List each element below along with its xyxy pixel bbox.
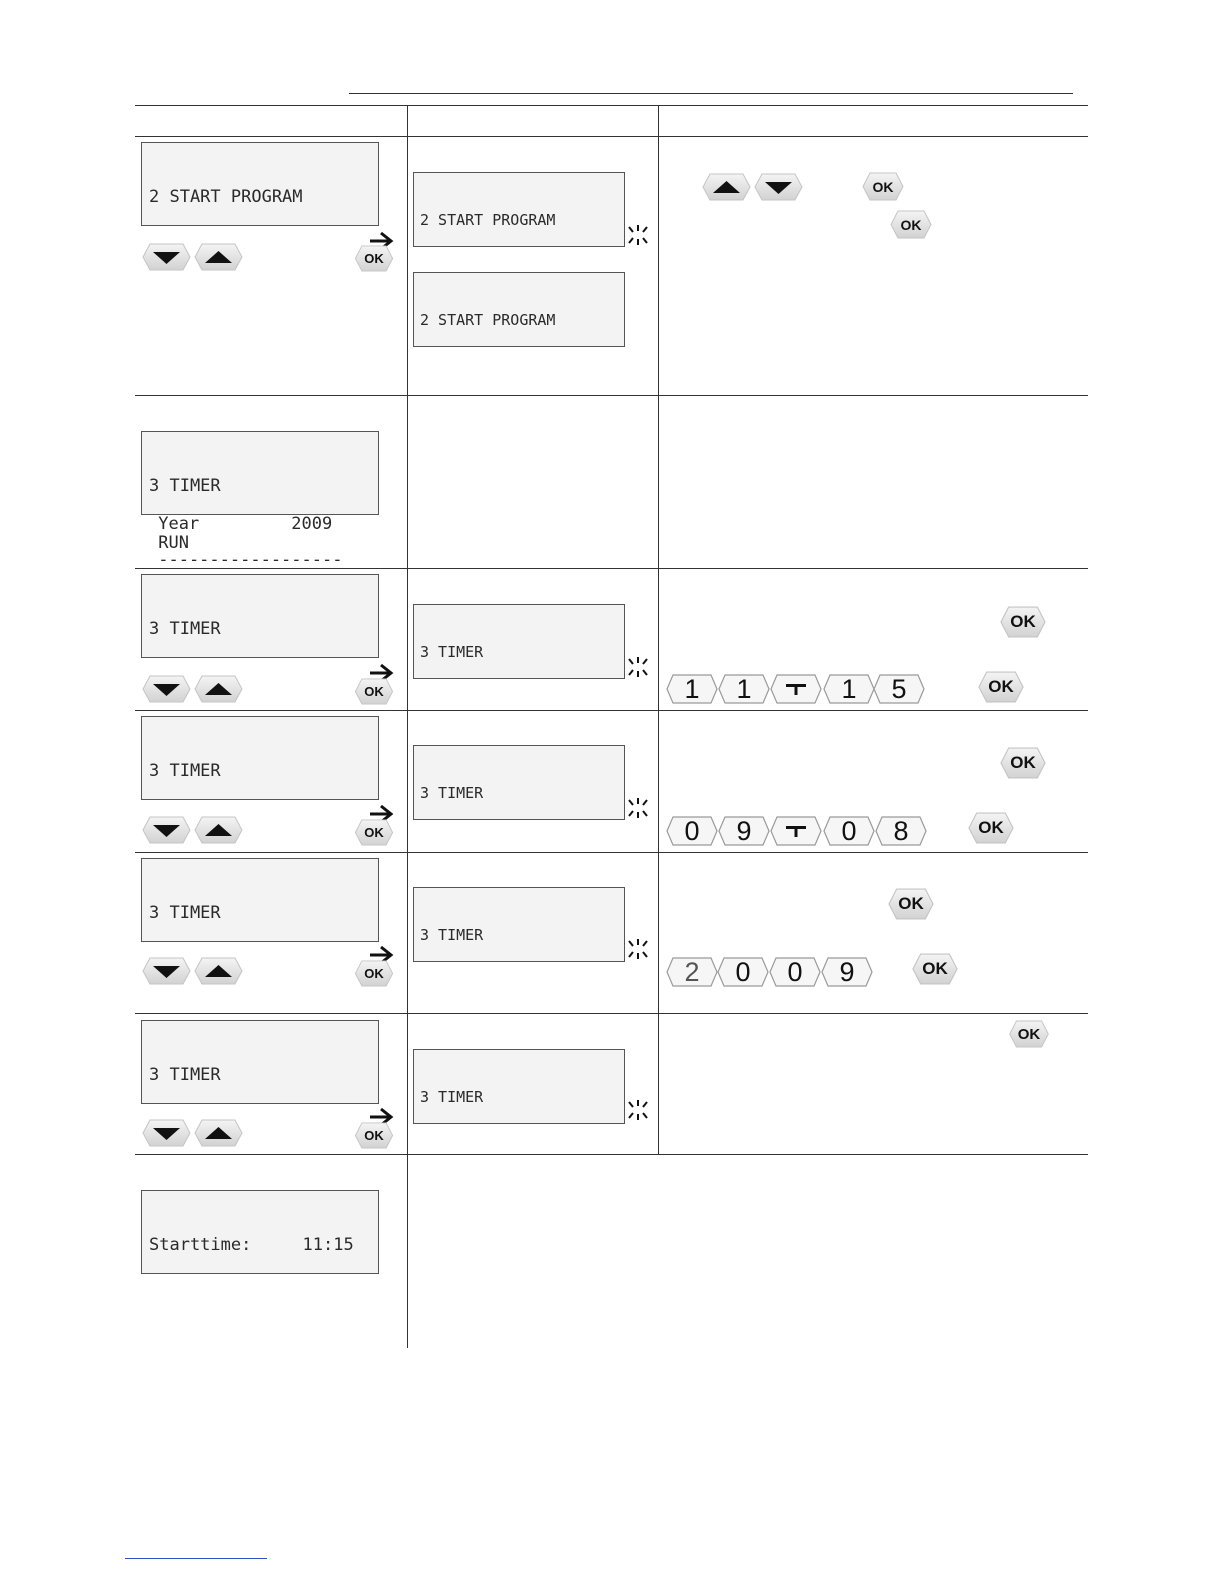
- up-button[interactable]: [194, 816, 243, 844]
- digit-label: 5: [891, 674, 907, 704]
- lcd-display: [413, 172, 625, 247]
- lcd-line: 2 START PROGRAM: [149, 187, 303, 207]
- digit-key[interactable]: [873, 674, 925, 704]
- ok-button[interactable]: [1006, 1020, 1052, 1048]
- digit-label: 1: [736, 674, 752, 704]
- lcd-overflow-line: Year 2009: [148, 514, 333, 534]
- down-button[interactable]: [142, 957, 191, 985]
- down-triangle-icon: [142, 1119, 191, 1147]
- ok-label: OK: [898, 894, 924, 913]
- digit-label: 9: [736, 816, 752, 846]
- digit-label: 0: [735, 957, 751, 987]
- up-button[interactable]: [194, 1119, 243, 1147]
- ok-label: OK: [978, 818, 1004, 837]
- colon-separator-icon: [770, 816, 822, 846]
- digit-key[interactable]: [717, 957, 769, 987]
- up-triangle-icon: [194, 957, 243, 985]
- ok-button[interactable]: [996, 606, 1050, 638]
- ok-button[interactable]: [862, 172, 904, 201]
- ok-button[interactable]: [354, 245, 394, 272]
- digit-label: 0: [787, 957, 803, 987]
- lcd-display: [141, 1020, 379, 1104]
- ok-label: OK: [988, 677, 1014, 696]
- down-triangle-icon: [142, 675, 191, 703]
- lcd-display: [413, 1049, 625, 1124]
- table-rule: [135, 852, 1088, 853]
- lcd-line: 2 START PROGRAM: [420, 311, 556, 329]
- up-button[interactable]: [194, 675, 243, 703]
- header-rule: [349, 93, 1073, 94]
- lcd-display: [141, 716, 379, 800]
- digit-key[interactable]: [821, 957, 873, 987]
- table-rule: [135, 395, 1088, 396]
- lcd-display: [141, 574, 379, 658]
- up-triangle-icon: [194, 816, 243, 844]
- down-button[interactable]: [142, 816, 191, 844]
- table-rule: [135, 1154, 1088, 1155]
- lcd-line: 3 TIMER: [420, 643, 484, 661]
- lcd-line: 3 TIMER: [420, 784, 484, 802]
- table-rule: [135, 710, 1088, 711]
- lcd-display: [141, 1190, 379, 1274]
- lcd-line: 3 TIMER: [149, 761, 221, 781]
- ok-label: OK: [364, 1128, 384, 1143]
- digit-label: 2: [684, 957, 700, 987]
- ok-label: OK: [1010, 612, 1036, 631]
- lcd-display: [413, 887, 625, 962]
- table-col-divider: [658, 105, 659, 1154]
- lcd-display: [141, 431, 379, 515]
- lcd-line: 3 TIMER: [149, 476, 221, 496]
- digit-key[interactable]: [718, 816, 770, 846]
- digit-key[interactable]: [769, 957, 821, 987]
- blink-indicator-icon: [625, 795, 651, 821]
- lcd-display: [141, 142, 379, 226]
- digit-label: 8: [893, 816, 909, 846]
- lcd-overflow-line: ------------------: [148, 550, 343, 570]
- lcd-line: 3 TIMER: [149, 1065, 221, 1085]
- ok-button[interactable]: [890, 210, 932, 239]
- blink-indicator-icon: [625, 1097, 651, 1123]
- ok-label: OK: [900, 216, 922, 233]
- ok-label: OK: [364, 966, 384, 981]
- down-button[interactable]: [142, 1119, 191, 1147]
- ok-label: OK: [922, 959, 948, 978]
- digit-key[interactable]: [666, 674, 718, 704]
- ok-button[interactable]: [354, 819, 394, 846]
- blink-indicator-icon: [625, 222, 651, 248]
- lcd-display: [141, 858, 379, 942]
- lcd-line: 3 TIMER: [420, 926, 484, 944]
- lcd-line: 3 TIMER: [149, 903, 221, 923]
- lcd-line: Starttime: 11:15: [149, 1235, 354, 1255]
- digit-key[interactable]: [823, 816, 875, 846]
- down-triangle-icon: [142, 957, 191, 985]
- digit-label: 1: [841, 674, 857, 704]
- blink-indicator-icon: [625, 654, 651, 680]
- up-button[interactable]: [194, 243, 243, 271]
- up-triangle-icon: [194, 1119, 243, 1147]
- digit-label: 9: [839, 957, 855, 987]
- lcd-display: [413, 604, 625, 679]
- lcd-line: 3 TIMER: [420, 1088, 484, 1106]
- digit-label: 0: [684, 816, 700, 846]
- ok-button[interactable]: [908, 953, 962, 985]
- blink-indicator-icon: [625, 936, 651, 962]
- lcd-overflow-line: RUN: [148, 533, 189, 553]
- table-rule: [135, 105, 1088, 106]
- ok-label: OK: [364, 684, 384, 699]
- digit-label: 0: [841, 816, 857, 846]
- colon-separator-icon: [770, 674, 822, 704]
- down-button[interactable]: [754, 173, 803, 201]
- footer-link-underline: [125, 1558, 267, 1559]
- ok-label: OK: [1010, 753, 1036, 772]
- ok-label: OK: [872, 178, 894, 195]
- ok-button[interactable]: [354, 678, 394, 705]
- ok-button[interactable]: [974, 671, 1028, 703]
- ok-label: OK: [1017, 1025, 1041, 1043]
- ok-label: OK: [364, 825, 384, 840]
- ok-button[interactable]: [996, 747, 1050, 779]
- ok-button[interactable]: [964, 812, 1018, 844]
- digit-key[interactable]: [718, 674, 770, 704]
- down-button[interactable]: [142, 675, 191, 703]
- digit-key[interactable]: [875, 816, 927, 846]
- colon-separator-key[interactable]: [770, 674, 822, 704]
- lcd-display: [413, 745, 625, 820]
- digit-key[interactable]: [823, 674, 875, 704]
- ok-button[interactable]: [884, 888, 938, 920]
- colon-separator-key[interactable]: [770, 816, 822, 846]
- down-triangle-icon: [754, 173, 803, 201]
- lcd-line: 2 START PROGRAM: [420, 211, 556, 229]
- table-rule: [135, 136, 1088, 137]
- lcd-line: 3 TIMER: [149, 619, 221, 639]
- table-col-divider: [407, 105, 408, 1348]
- ok-button[interactable]: [354, 1122, 394, 1149]
- ok-label: OK: [364, 251, 384, 266]
- digit-key[interactable]: [666, 957, 718, 987]
- down-triangle-icon: [142, 816, 191, 844]
- table-rule: [135, 1013, 1088, 1014]
- digit-label: 1: [684, 674, 700, 704]
- up-triangle-icon: [702, 173, 751, 201]
- up-triangle-icon: [194, 675, 243, 703]
- up-button[interactable]: [194, 957, 243, 985]
- down-button[interactable]: [142, 243, 191, 271]
- up-button[interactable]: [702, 173, 751, 201]
- lcd-display: [413, 272, 625, 347]
- ok-button[interactable]: [354, 960, 394, 987]
- up-triangle-icon: [194, 243, 243, 271]
- down-triangle-icon: [142, 243, 191, 271]
- digit-key[interactable]: [666, 816, 718, 846]
